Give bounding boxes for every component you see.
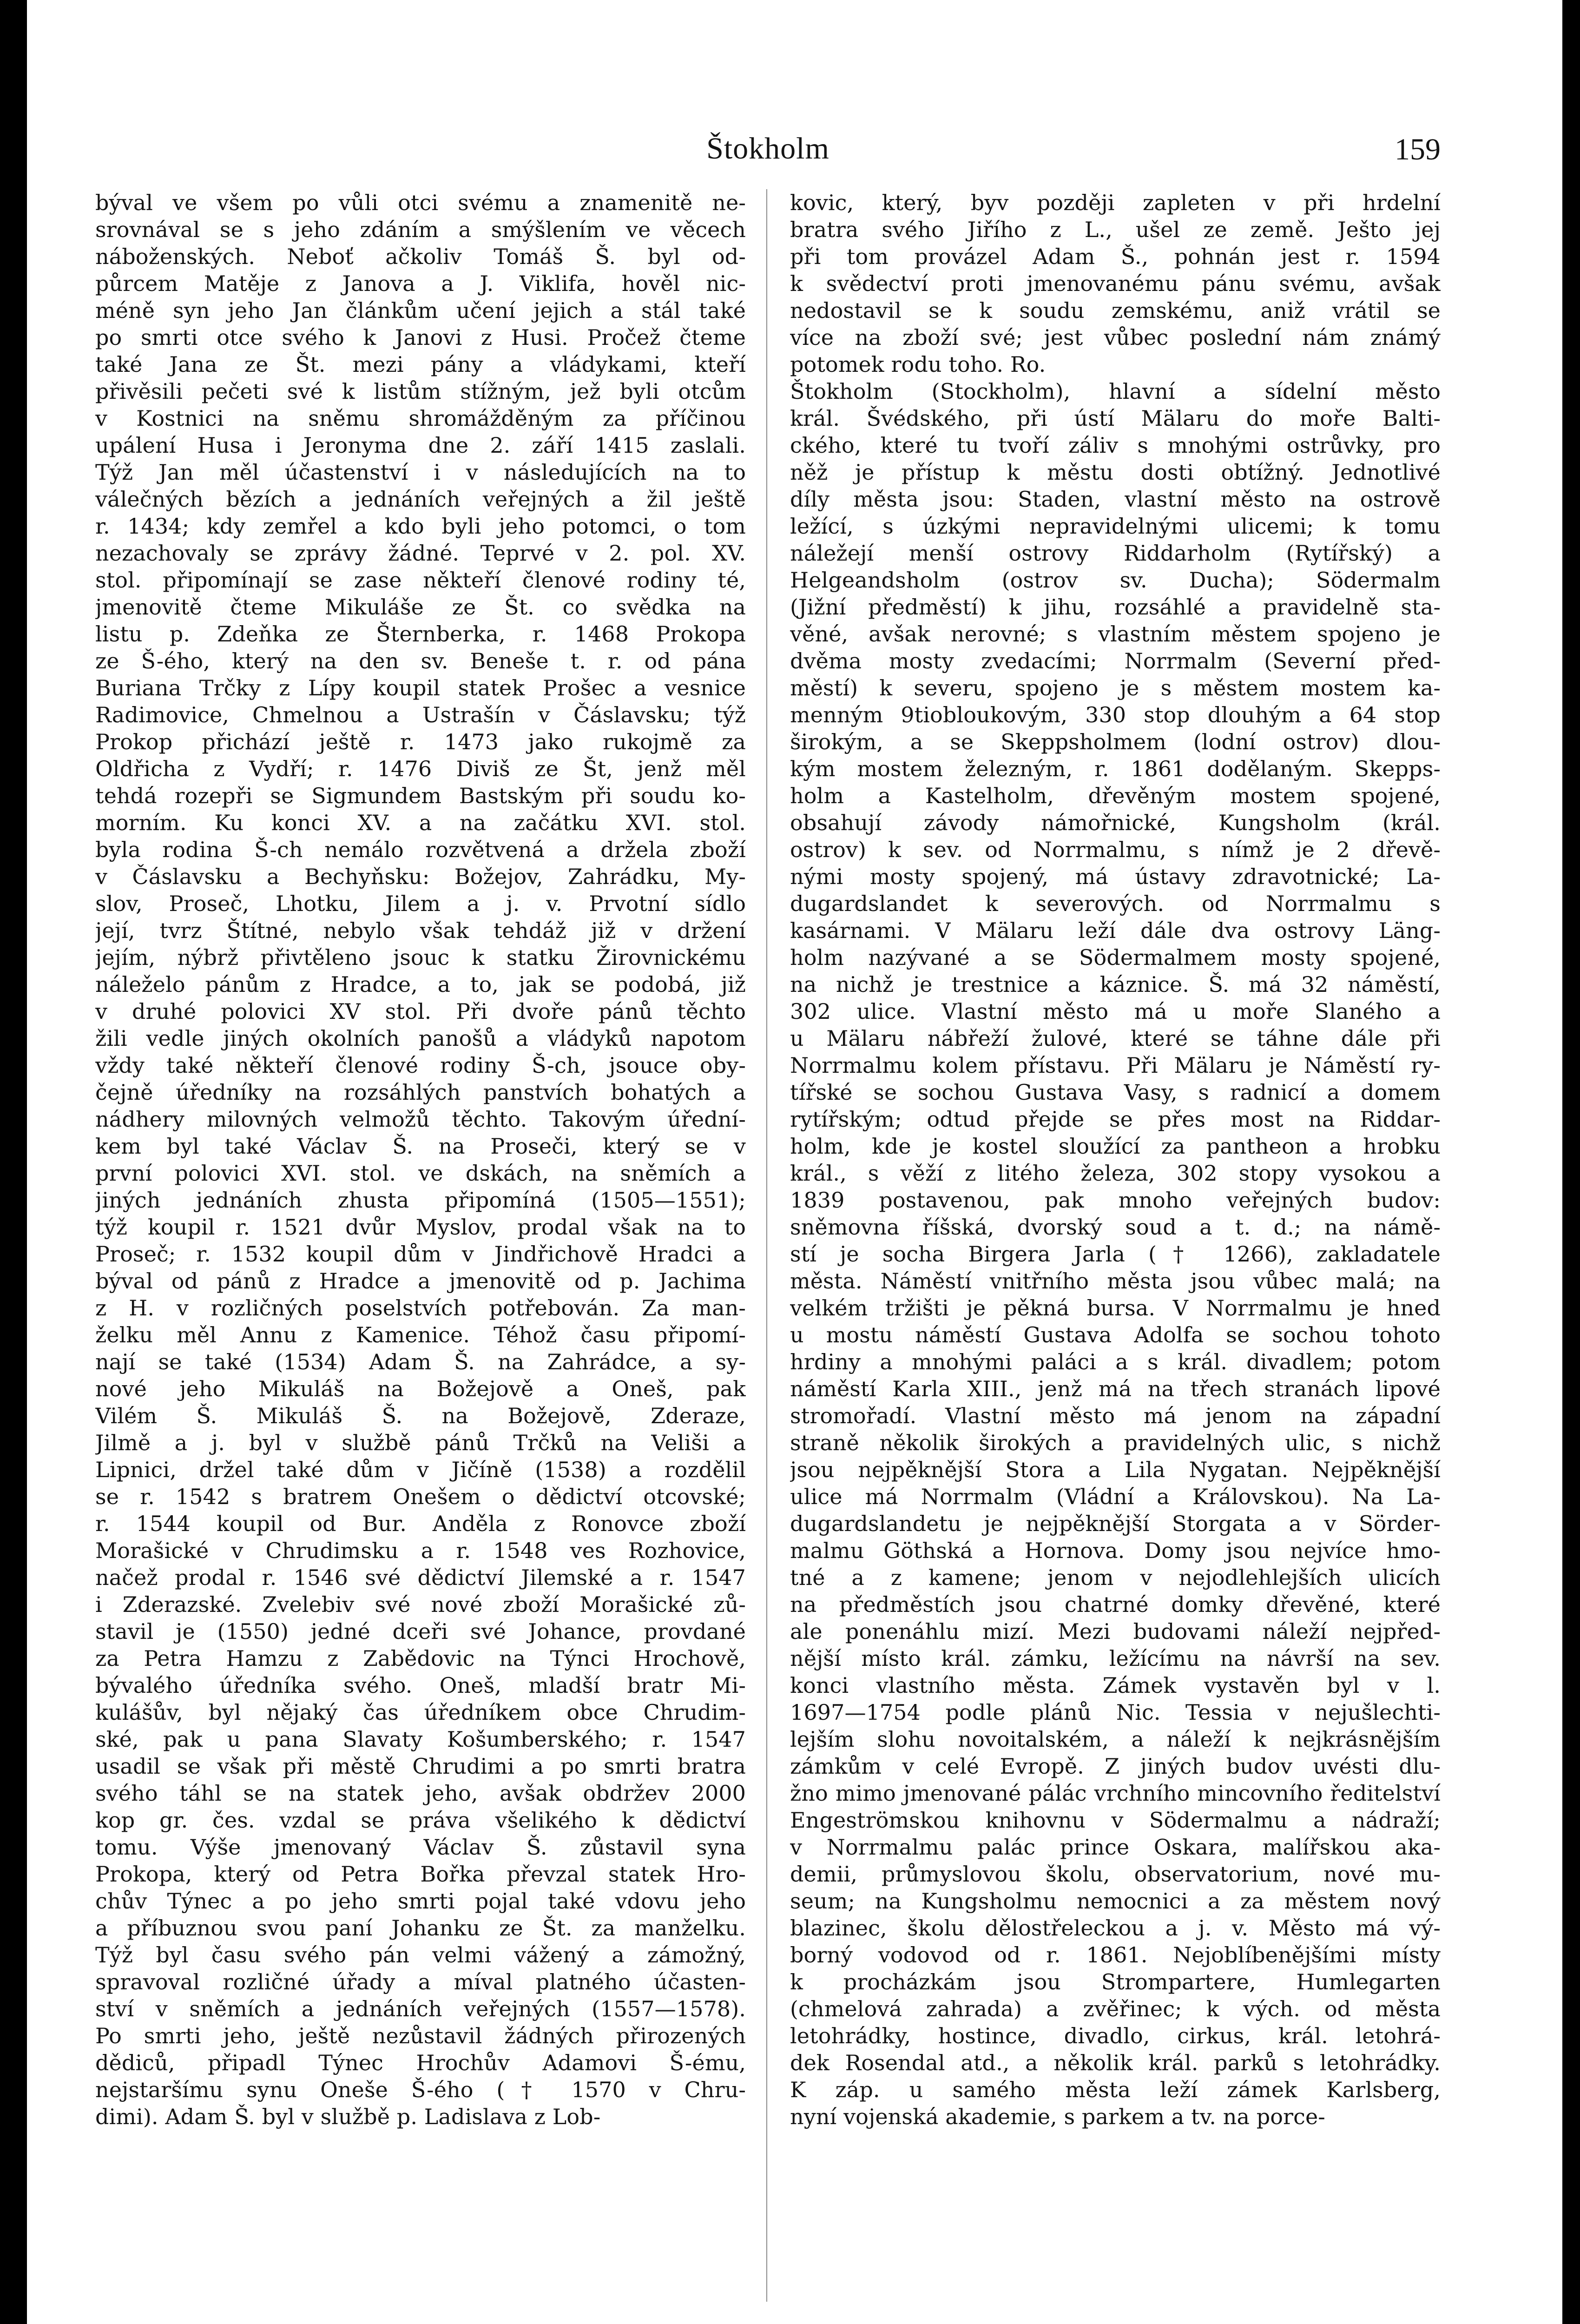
text-line: slov, Proseč, Lhotku, Jilem a j. v. Prvotní sídlo xyxy=(95,891,746,916)
text-line: v Čáslavsku a Bechyňsku: Božejov, Zahrádku, My- xyxy=(95,864,746,889)
text-line: upálení Husa i Jeronyma dne 2. září 1415 zaslali. xyxy=(95,433,746,458)
text-line: v Norrmalmu palác prince Oskara, malířskou aka- xyxy=(790,1835,1441,1860)
text-line: želku měl Annu z Kamenice. Téhož času připomí- xyxy=(95,1322,746,1347)
text-line: sněmovna říšská, dvorský soud a t. d.; na námě- xyxy=(790,1215,1441,1240)
text-line: Vilém Š. Mikuláš Š. na Božejově, Zderaze, xyxy=(95,1403,746,1428)
text-line: nější místo král. zámku, ležícímu na návrší na sev. xyxy=(790,1646,1441,1671)
text-line: (chmelová zahrada) a zvěřinec; k vých. od města xyxy=(790,1996,1441,2021)
text-line: jsou nejpěknější Stora a Lila Nygatan. Nejpěknější xyxy=(790,1457,1441,1482)
text-line: spravoval rozličné úřady a míval platného účasten- xyxy=(95,1969,746,1994)
text-line: holm nazývané a se Södermalmem mosty spojené, xyxy=(790,945,1441,970)
text-line: stromořadí. Vlastní město má jenom na západní xyxy=(790,1403,1441,1428)
text-line: stavil je (1550) jedné dceři své Johance, provdané xyxy=(95,1619,746,1644)
text-line: Štokholm (Stockholm), hlavní a sídelní město xyxy=(790,379,1441,404)
text-line: obsahují závody námořnické, Kungsholm (král. xyxy=(790,810,1441,835)
text-columns xyxy=(95,189,1441,2302)
text-line: král., s věží z litého železa, 302 stopy vysokou a xyxy=(790,1161,1441,1186)
text-line: Oldřicha z Vydří; r. 1476 Diviš ze Št, jenž měl xyxy=(95,756,746,781)
text-line: žno mimo jmenované pálác vrchního mincovního ředitelství xyxy=(790,1781,1441,1806)
text-line: kovic, který, byv později zapleten v při hrdelní xyxy=(790,190,1441,215)
text-line: přivěsili pečeti své k listům stížným, jež byli otcům xyxy=(95,379,746,404)
text-line: velkém tržišti je pěkná bursa. V Norrmalmu je hned xyxy=(790,1295,1441,1320)
text-line: u Mälaru nábřeží žulové, které se táhne dále při xyxy=(790,1026,1441,1051)
text-line: první polovici XVI. stol. ve dskách, na sněmích a xyxy=(95,1161,746,1186)
book-page xyxy=(95,122,1441,2302)
text-line: rytířským; odtud přejde se přes most na Riddar- xyxy=(790,1107,1441,1132)
text-line: blazinec, školu dělostřeleckou a j. v. Město má vý- xyxy=(790,1915,1441,1941)
text-line: půrcem Matěje z Janova a J. Viklifa, hověl nic- xyxy=(95,271,746,296)
page-number: 159 xyxy=(1395,132,1441,166)
text-line: nové jeho Mikuláš na Božejově a Oneš, pak xyxy=(95,1376,746,1401)
text-line: její, tvrz Štítné, nebylo však tehdáž již v držení xyxy=(95,918,746,943)
text-line: konci vlastního města. Zámek vystavěn byl v l. xyxy=(790,1673,1441,1698)
text-line: tné a z kamene; jenom v nejodlehlejších ulicích xyxy=(790,1565,1441,1590)
text-line: kulášův, byl nějaký čas úředníkem obce Chrudim- xyxy=(95,1700,746,1725)
text-line: král. Švédského, při ústí Mälaru do moře Balti- xyxy=(790,406,1441,431)
text-line: za Petra Hamzu z Zabědovic na Týnci Hrochově, xyxy=(95,1646,746,1671)
text-line: věné, avšak nerovné; s vlastním městem spojeno je xyxy=(790,621,1441,647)
text-line: městí) k severu, spojeno je s městem mostem ka- xyxy=(790,675,1441,700)
text-line: tehdá rozepři se Sigmundem Bastským při soudu ko- xyxy=(95,783,746,808)
text-line: hrdiny a mnohými paláci a s král. divadlem; potom xyxy=(790,1349,1441,1374)
text-line: Týž Jan měl účastenství i v následujících na to xyxy=(95,460,746,485)
text-line: ostrov) k sev. od Norrmalmu, s nímž je 2 dřevě- xyxy=(790,837,1441,862)
text-line: býval ve všem po vůli otci svému a znamenitě ne- xyxy=(95,190,746,215)
text-line: k svědectví proti jmenovanému pánu svému, avšak xyxy=(790,271,1441,296)
text-line: (Jižní předměstí) k jihu, rozsáhlé a pravidelně sta- xyxy=(790,594,1441,620)
left-column xyxy=(95,189,746,2302)
text-line: širokým, a se Skeppsholmem (lodní ostrov) dlou- xyxy=(790,729,1441,754)
text-line: malmu Göthská a Hornova. Domy jsou nejvíce hmo- xyxy=(790,1538,1441,1563)
text-line: města. Náměstí vnitřního města jsou vůbec malá; na xyxy=(790,1268,1441,1294)
text-line: lejším slohu novoitalském, a náleží k nejkrásnějším xyxy=(790,1727,1441,1752)
text-line: bývalého úředníka svého. Oneš, mladší bratr Mi- xyxy=(95,1673,746,1698)
text-line: Morašické v Chrudimsku a r. 1548 ves Rozhovice, xyxy=(95,1538,746,1563)
right-column xyxy=(790,189,1441,2302)
text-line: náležejí menší ostrovy Riddarholm (Rytířský) a xyxy=(790,541,1441,566)
text-line: něž je přístup k městu dosti obtížný. Jednotlivé xyxy=(790,460,1441,485)
text-line: jejím, nýbrž přivtěleno jsouc k statku Žirovnickému xyxy=(95,945,746,970)
text-line: i Zderazské. Zvelebiv své nové zboží Morašické zů- xyxy=(95,1592,746,1617)
text-line: dimi). Adam Š. byl v službě p. Ladislava z Lob- xyxy=(95,2104,601,2129)
text-line: Po smrti jeho, ještě nezůstavil žádných přirozených xyxy=(95,2023,746,2048)
text-line: v Kostnici na sněmu shromážděným za příčinou xyxy=(95,406,746,431)
text-line: kým mostem železným, r. 1861 dodělaným. Skepps- xyxy=(790,756,1441,781)
text-line: svého táhl se na statek jeho, avšak obdržev 2000 xyxy=(95,1781,746,1806)
text-line: nádhery milovných velmožů těchto. Takovým úřední- xyxy=(95,1107,746,1132)
text-line: Týž byl času svého pán velmi vážený a zámožný, xyxy=(95,1942,746,1967)
text-line: borný vodovod od r. 1861. Nejoblíbenějšími místy xyxy=(790,1942,1441,1967)
text-line: dugardslandetu je nejpěknější Storgata a v Sörder- xyxy=(790,1511,1441,1536)
text-line: holm a Kastelholm, dřevěným mostem spojené, xyxy=(790,783,1441,808)
text-line: více na zboží své; jest vůbec poslední nám známý xyxy=(790,325,1441,350)
text-line: také Jana ze Št. mezi pány a vládykami, kteří xyxy=(95,352,746,377)
text-line: 1697—1754 podle plánů Nic. Tessia v nejušlechti- xyxy=(790,1700,1441,1725)
text-line: nají se také (1534) Adam Š. na Zahrádce, a sy- xyxy=(95,1349,746,1374)
text-line: ze Š-ého, který na den sv. Beneše t. r. od pána xyxy=(95,648,746,673)
text-line: jiných jednáních zhusta připomíná (1505—1551); xyxy=(95,1188,746,1213)
text-line: tířské se sochou Gustava Vasy, s radnicí a domem xyxy=(790,1080,1441,1105)
text-line: 302 ulice. Vlastní město má u moře Slaného a xyxy=(790,999,1441,1024)
text-line: ské, pak u pana Slavaty Košumberského; r. 1547 xyxy=(95,1727,746,1752)
text-line: a příbuznou svou paní Johanku ze Št. za manželku. xyxy=(95,1915,746,1941)
text-line: na nichž je trestnice a káznice. Š. má 32 náměstí, xyxy=(790,972,1441,997)
text-line: K záp. u samého města leží zámek Karlsberg, xyxy=(790,2077,1441,2102)
text-line: válečných bězích a jednáních veřejných a žil ještě xyxy=(95,487,746,512)
text-line: nyní vojenská akademie, s parkem a tv. na porce- xyxy=(790,2104,1325,2129)
text-line: Radimovice, Chmelnou a Ustrašín v Čáslavsku; týž xyxy=(95,702,746,727)
text-line: demii, průmyslovou školu, observatorium, nové mu- xyxy=(790,1862,1441,1887)
running-head: Štokholm xyxy=(706,132,830,165)
text-line: Prokopa, který od Petra Bořka převzal statek Hro- xyxy=(95,1862,746,1887)
text-line: Proseč; r. 1532 koupil dům v Jindřichově Hradci a xyxy=(95,1241,746,1267)
text-line: vždy také někteří členové rodiny Š-ch, jsouce oby- xyxy=(95,1053,746,1078)
text-line: menným 9tiobloukovým, 330 stop dlouhým a 64 stop xyxy=(790,702,1441,727)
text-line: býval od pánů z Hradce a jmenovitě od p. Jachima xyxy=(95,1268,746,1294)
text-line: nými mosty spojený, má ústavy zdravotnické; La- xyxy=(790,864,1441,889)
text-line: kem byl také Václav Š. na Proseči, který se v xyxy=(95,1134,746,1159)
text-line: dek Rosendal atd., a několik král. parků s letohrádky. xyxy=(790,2050,1441,2075)
text-line: nejstaršímu synu Oneše Š-ého († 1570 v Chru- xyxy=(95,2077,746,2102)
scan-edge-left xyxy=(0,0,27,2324)
text-line: seum; na Kungsholmu nemocnici a za městem nový xyxy=(790,1888,1441,1914)
text-line: kasárnami. V Mälaru leží dále dva ostrovy Läng- xyxy=(790,918,1441,943)
page-header xyxy=(95,122,1441,187)
text-line: náboženských. Neboť ačkoliv Tomáš Š. byl od- xyxy=(95,244,746,269)
text-line: potomek rodu toho. Ro. xyxy=(790,352,1046,377)
text-line: ství v sněmích a jednáních veřejných (1557—1578). xyxy=(95,1996,746,2021)
text-line: r. 1544 koupil od Bur. Anděla z Ronovce zboží xyxy=(95,1511,746,1536)
text-line: 1839 postavenou, pak mnoho veřejných budov: xyxy=(790,1188,1441,1213)
text-line: náleželo pánům z Hradce, a to, jak se podobá, již xyxy=(95,972,746,997)
text-line: jmenovitě čteme Mikuláše ze Št. co svědka na xyxy=(95,594,746,620)
scan-edge-right xyxy=(1562,0,1580,2324)
text-line: týž koupil r. 1521 dvůr Myslov, prodal však na to xyxy=(95,1215,746,1240)
text-line: ckého, které tu tvoří záliv s mnohými ostrůvky, pro xyxy=(790,433,1441,458)
text-line: ale ponenáhlu mizí. Mezi budovami náleží nejpřed- xyxy=(790,1619,1441,1644)
text-line: srovnával se s jeho zdáním a smýšlením ve věcech xyxy=(95,217,746,242)
text-line: čejně úředníky na rozsáhlých panstvích bohatých a xyxy=(95,1080,746,1105)
text-line: díly města jsou: Staden, vlastní město na ostrově xyxy=(790,487,1441,512)
text-line: zámkům v celé Evropě. Z jiných budov uvésti dlu- xyxy=(790,1754,1441,1779)
text-line: po smrti otce svého k Janovi z Husi. Pročež čteme xyxy=(95,325,746,350)
text-line: ulice má Norrmalm (Vládní a Královskou). Na La- xyxy=(790,1484,1441,1509)
text-line: stí je socha Birgera Jarla († 1266), zakladatele xyxy=(790,1241,1441,1267)
text-line: u mostu náměstí Gustava Adolfa se sochou tohoto xyxy=(790,1322,1441,1347)
text-line: se r. 1542 s bratrem Onešem o dědictví otcovské; xyxy=(95,1484,746,1509)
text-line: dědiců, připadl Týnec Hrochův Adamovi Š-ému, xyxy=(95,2050,746,2075)
text-line: žili vedle jiných okolních panošů a vládyků napotom xyxy=(95,1026,746,1051)
text-line: načež prodal r. 1546 své dědictví Jilemské a r. 1547 xyxy=(95,1565,746,1590)
text-line: listu p. Zdeňka ze Šternberka, r. 1468 Prokopa xyxy=(95,621,746,647)
text-line: chův Týnec a po jeho smrti pojal také vdovu jeho xyxy=(95,1888,746,1914)
text-line: holm, kde je kostel sloužící za pantheon a hrobku xyxy=(790,1134,1441,1159)
text-line: Prokop přichází ještě r. 1473 jako rukojmě za xyxy=(95,729,746,754)
text-line: nedostavil se k soudu zemskému, aniž vrátil se xyxy=(790,298,1441,323)
text-line: náměstí Karla XIII., jenž má na třech stranách lipové xyxy=(790,1376,1441,1401)
column-divider xyxy=(766,189,767,2302)
text-line: bratra svého Jiřího z L., ušel ze země. Ješto jej xyxy=(790,217,1441,242)
text-line: kop gr. čes. vzdal se práva všelikého k dědictví xyxy=(95,1808,746,1833)
text-line: v druhé polovici XV stol. Při dvoře pánů těchto xyxy=(95,999,746,1024)
text-line: Helgeandsholm (ostrov sv. Ducha); Södermalm xyxy=(790,568,1441,593)
text-line: tomu. Výše jmenovaný Václav Š. zůstavil syna xyxy=(95,1835,746,1860)
text-line: při tom provázel Adam Š., pohnán jest r. 1594 xyxy=(790,244,1441,269)
text-line: Engeströmskou knihovnu v Södermalmu a nádraží; xyxy=(790,1808,1441,1833)
text-line: méně syn jeho Jan článkům učení jejich a stál také xyxy=(95,298,746,323)
text-line: straně několik širokých a pravidelných ulic, s nichž xyxy=(790,1430,1441,1455)
text-line: Jilmě a j. byl v službě pánů Trčků na Veliši a xyxy=(95,1430,746,1455)
text-line: letohrádky, hostince, divadlo, cirkus, král. letohrá- xyxy=(790,2023,1441,2048)
text-line: ležící, s úzkými nepravidelnými ulicemi; k tomu xyxy=(790,514,1441,539)
text-line: morním. Ku konci XV. a na začátku XVI. stol. xyxy=(95,810,746,835)
text-line: byla rodina Š-ch nemálo rozvětvená a držela zboží xyxy=(95,837,746,862)
text-line: dugardslandet k severových. od Norrmalmu s xyxy=(790,891,1441,916)
text-line: dvěma mosty zvedacími; Norrmalm (Severní před- xyxy=(790,648,1441,673)
text-line: stol. připomínají se zase někteří členové rodiny té, xyxy=(95,568,746,593)
text-line: Buriana Trčky z Lípy koupil statek Prošec a vesnice xyxy=(95,675,746,700)
text-line: nezachovaly se zprávy žádné. Teprvé v 2. pol. XV. xyxy=(95,541,746,566)
text-line: na předměstích jsou chatrné domky dřevěné, které xyxy=(790,1592,1441,1617)
text-line: r. 1434; kdy zemřel a kdo byli jeho potomci, o tom xyxy=(95,514,746,539)
text-line: Norrmalmu kolem přístavu. Při Mälaru je Náměstí ry- xyxy=(790,1053,1441,1078)
text-line: Lipnici, držel také dům v Jičíně (1538) a rozdělil xyxy=(95,1457,746,1482)
text-line: k procházkám jsou Strompartere, Humlegarten xyxy=(790,1969,1441,1994)
text-line: z H. v rozličných poselstvích potřebován. Za man- xyxy=(95,1295,746,1320)
text-line: usadil se však při městě Chrudimi a po smrti bratra xyxy=(95,1754,746,1779)
